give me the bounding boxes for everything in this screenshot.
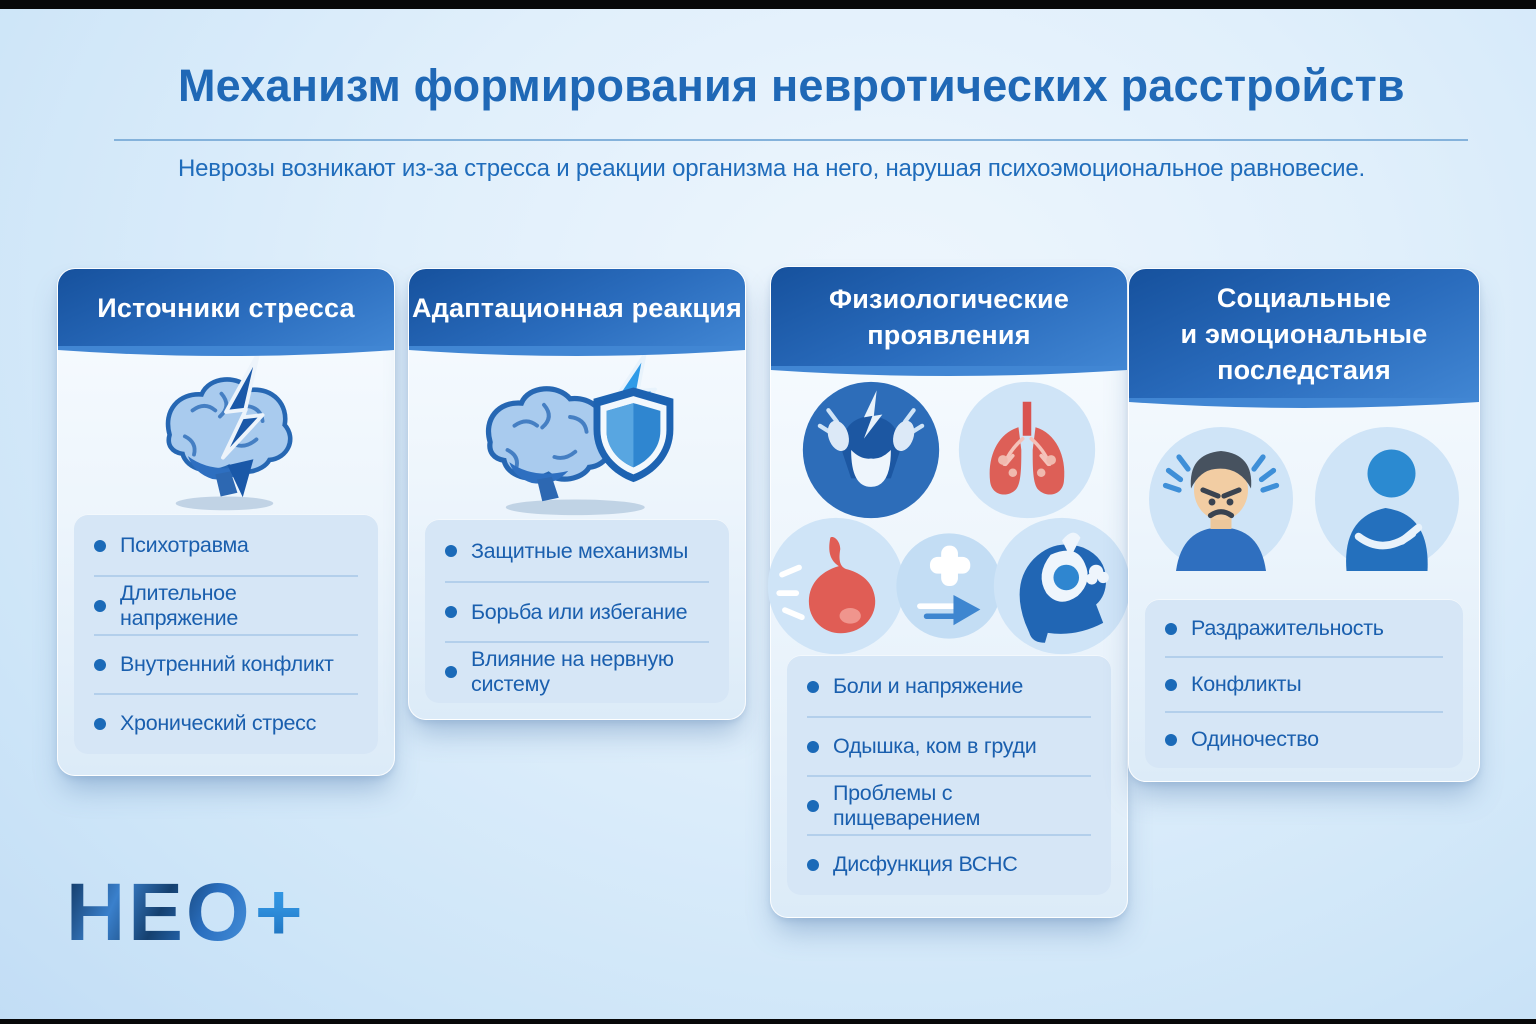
card4-icon-area: [1129, 399, 1479, 599]
card-header-line: Источники стресса: [97, 293, 355, 323]
headache-icon: [800, 379, 942, 521]
card-header-line: Социальные: [1216, 283, 1392, 313]
card2-list-panel: [425, 519, 729, 703]
card-header-line: Физиологические: [828, 284, 1070, 314]
bullet-dot: [1165, 679, 1177, 691]
list-item: [1165, 601, 1443, 656]
list-item-label: Защитные механизмы: [471, 538, 689, 563]
card-stress-sources-header: [58, 269, 394, 347]
bullet-dot: [1165, 623, 1177, 635]
logo-plus-icon: +: [254, 867, 306, 958]
stomach-icon: [765, 515, 907, 657]
card3-icon-area: [771, 367, 1127, 655]
list-item-label: Одышка, ком в груди: [833, 734, 1037, 758]
page-title: Механизм формирования невротических расстройств: [178, 60, 1405, 111]
list-item-label: Боли и напряжение: [833, 674, 1024, 698]
card-header-line: проявления: [867, 320, 1031, 350]
list-item-label: Влияние на нервную систему: [471, 647, 674, 696]
list-item-label: Раздражительность: [1191, 616, 1384, 640]
bullet-dot: [94, 659, 106, 671]
bullet-dot: [807, 741, 819, 753]
list-item: [445, 581, 709, 641]
bullet-dot: [445, 666, 457, 678]
bullet-dot: [94, 540, 106, 552]
lungs-icon: [956, 379, 1098, 521]
list-item-label: Борьба или избегание: [471, 599, 688, 624]
list-item: [445, 521, 709, 581]
bullet-dot: [807, 800, 819, 812]
list-item-label: Дисфункция ВСНС: [833, 852, 1018, 876]
list-item: [445, 641, 709, 701]
page-subtitle: Неврозы возникают из-за стресса и реакции организма на него, нарушая психоэмоциональное равновесие.: [178, 155, 1365, 182]
list-item: [1165, 711, 1443, 766]
angry-face-icon: [1146, 424, 1296, 574]
bullet-dot: [445, 545, 457, 557]
header-wave: [409, 346, 745, 362]
bullet-dot: [94, 600, 106, 612]
card-social-emotional: [1128, 268, 1480, 782]
card-header-line: и эмоциональные: [1180, 319, 1428, 349]
bullet-dot: [94, 718, 106, 730]
top-border-strip: [0, 0, 1536, 9]
list-item: [1165, 656, 1443, 711]
brain-shield-lightning-icon: [452, 351, 702, 516]
list-item-label: Проблемы с пищеварением: [833, 780, 981, 830]
card-adaptation-reaction: [408, 268, 746, 720]
card-header-line: последстаия: [1217, 355, 1391, 385]
header-wave: [1129, 398, 1479, 414]
list-item: [807, 834, 1091, 893]
card3-list-panel: [787, 655, 1111, 895]
list-item: [94, 516, 358, 575]
card-physiological: [770, 266, 1128, 918]
self-hug-icon: [1312, 424, 1462, 574]
brain-lightning-icon: [121, 351, 331, 511]
list-item-label: Хронический стресс: [120, 711, 317, 735]
neo-plus-logo: [66, 867, 306, 958]
header-wave: [58, 346, 394, 362]
list-item-label: Психотравма: [120, 533, 249, 557]
card-adaptation-header: [409, 269, 745, 347]
card-physiological-header: [771, 267, 1127, 367]
card1-icon-area: [58, 347, 394, 514]
bottom-border-strip: [0, 1019, 1536, 1024]
card4-list-panel: [1145, 599, 1463, 768]
card-stress-sources: [57, 268, 395, 776]
card2-icon-area: [409, 347, 745, 519]
list-item-label: Внутренний конфликт: [120, 652, 334, 676]
list-item: [94, 575, 358, 634]
card1-list-panel: [74, 514, 378, 754]
list-item-label: Одиночество: [1191, 727, 1319, 751]
list-item-label: Длительное напряжение: [120, 580, 239, 630]
logo-text: НЕО: [66, 867, 253, 958]
card-social-header: [1129, 269, 1479, 399]
bullet-dot: [1165, 734, 1177, 746]
title-divider: [114, 139, 1468, 141]
plus-arrow-icon: [893, 530, 1005, 642]
list-item: [807, 657, 1091, 716]
list-item: [807, 716, 1091, 775]
card-header-line: Адаптационная реакция: [412, 293, 742, 323]
bullet-dot: [807, 681, 819, 693]
brain-head-icon: [991, 515, 1133, 657]
bullet-dot: [445, 606, 457, 618]
list-item: [94, 634, 358, 693]
list-item: [807, 775, 1091, 834]
list-item-label: Конфликты: [1191, 672, 1302, 696]
list-item: [94, 693, 358, 752]
bullet-dot: [807, 859, 819, 871]
header-wave: [771, 366, 1127, 382]
